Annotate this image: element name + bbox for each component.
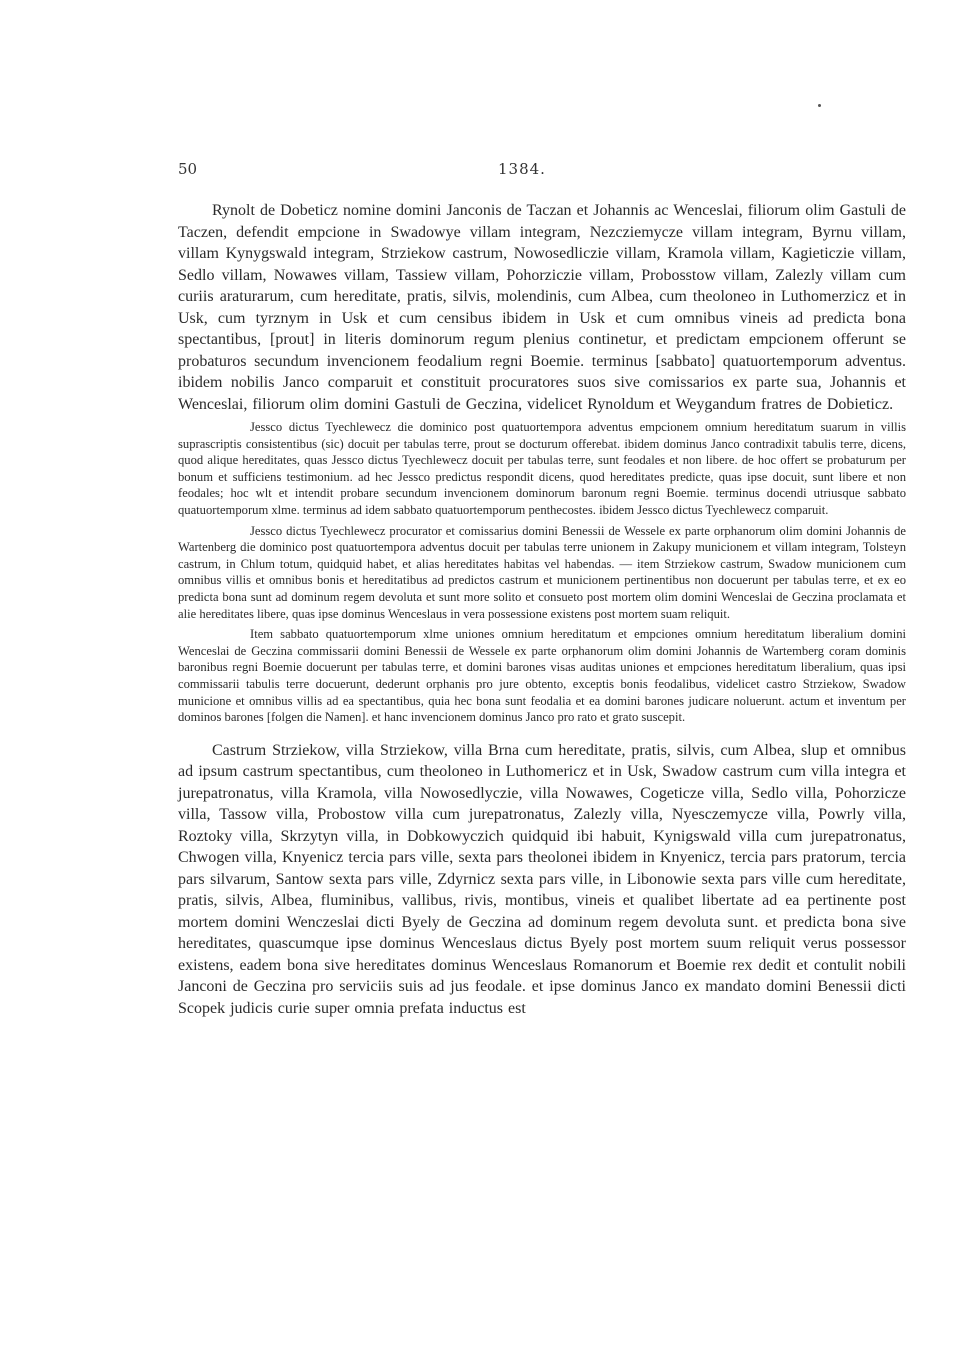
paragraph-jessco-procurator: Jessco dictus Tyechlewecz procurator et comissarius domini Benessii de Wessele ex parte orphanorum olim domini Johannis de Wartenberg die dominico post quatuortempora adventus docuit per tabulas terre unionem in Zakupy municionem et villam integram, Tolsteyn castrum, in Chlum totum, quidquid habet, et alias hereditates habitas vel habendas. — item Strziekow castrum, Swadow municionem cum omnibus villis et omnibus bonis et hereditatibus ad predictos castrum et municionem pertinentibus non docuerunt per tabulas terre, et ex eo predicta bona sunt ad dominum regem devoluta et sunt more solito et consueto post mortem olim domini Wenceslai de Geczina proclamata et alie hereditates libere, quas ipse dominus Wenceslaus in vera possessione existens post mortem suam reliquit.	[178, 523, 906, 621]
paragraph-jessco-empcio: Jessco dictus Tyechlewecz die dominico post quatuortempora adventus empcionem omnium hereditatum suarum in villis suprascriptis consistentibus (sic) docuit per tabulas terre, prout se docturum offerebat. ibidem dominus Janco contradixit tabulis terre, dicens, quod alique hereditates, quas Jessco dictus Tyechlewecz docuit per tabulas terre, sunt feodales et non libere. de hoc offert se probaturum per bonum et sufficiens testimonium. ad hec Jessco predictus respondit dicens, quod hereditates predicte, quas ipse docuit, sunt libere et non feodales; hoc wlt et intendit probare secundum invencionem dominorum baronum regni Boemie. terminus docendi utriusque sabbato quatuortemporum xlme. terminus ad idem sabbato quatuortemporum penthecostes. ibidem Jessco dictus Tyechlewecz comparuit.	[178, 420, 906, 517]
paragraph-item-sabbato: Item sabbato quatuortemporum xlme uniones omnium hereditatum et empciones omnium hereditatum liberalium domini Wenceslai de Geczina commissarii domini Benessii de Wessele ex parte orphanorum olim domini Johannis de Wartemberg coram dominis baronibus regni Boemie docuerunt per tabulas terre, et domini barones visas auditas uniones et empciones hereditatum liberalium, quas ipsi commissarii tabulis terre docuerunt, dederunt orphanis pro jure obtento, exceptis bonis feodalibus, videlicet castro Strziekow, Swadow municione et omnibus villis ad ea spectantibus, quia hec bona sunt feodalia et ea domini barones judicare noluerunt. actum et inventum per dominos barones [folgen die Namen]. et hanc invencionem dominus Janco pro rato et grato suscepit.	[178, 627, 906, 725]
ink-speck	[818, 104, 821, 107]
paragraph-rynolt-defense: Rynolt de Dobeticz nomine domini Janconis de Taczan et Johannis ac Wenceslai, filiorum olim Gastuli de Taczen, defendit empcione in Swadowye villam integram, Nezcziemycze villam integram, Byrnu villam, villam Kynygswald integram, Strziekow castrum, Nowosedliczie villam, Kramola villam, Kagieticzie villam, Sedlo villam, Nowawes villam, Tassiew villam, Pohorziczie villam, Probosstow villam, Zalezly villam cum curiis araturarum, cum hereditate, pratis, silvis, molendinis, cum Albea, cum theoloneo in Luthomerzicz et in Usk, cum tyrznym in Usk et cum censibus ibidem in Usk et cum omnibus vineis ad predicta bona spectantibus, [prout] in literis dominorum regum plenius continetur, et predictam empcionem offerunt se probaturos secundum invencionem feodalium regni Boemie. terminus [sabbato] quatuortemporum adventus. ibidem nobilis Janco comparuit et constituit procuratores suos sive comissarios ex parte sua, Johannis et Wenceslai, filiorum olim domini Gastuli de Geczina, videlicet Rynoldum et Weygandum fratres de Dobieticz.	[178, 202, 906, 413]
page-number: 50	[178, 160, 198, 178]
page-year-heading: 1384.	[498, 160, 546, 178]
page-header	[178, 160, 906, 184]
document-body	[178, 200, 906, 1019]
paragraph-castrum-strziekow: Castrum Strziekow, villa Strziekow, villa Brna cum hereditate, pratis, silvis, cum Albea, slup et omnibus ad ipsum castrum spectantibus, cum theoloneo in Luthomericz et in Usk, Swadow castrum cum villa integra et jurepatronatus, villa Kramola, villa Nowosedlyczie, villa Nowawes, Cogeticze villa, Sedlo villa, Pohorzicze villa, Tassow villa, Probostow villa cum jurepatronatus, Zalezly villa, Nyesczemycze villa, Powrly villa, Roztoky villa, Skrzytyn villa, in Dobkowyczich quidquid ibi habuit, Kynigswald villa cum jurepatronatus, Chwogen villa, Knyenicz tercia pars ville, sexta pars theolonei ibidem in Knyenicz, tercia pars pratorum, tercia pars silvarum, Santow sexta pars ville, Zdyrnicz sexta pars ville, in Libonowie sexta pars ville cum hereditate, pratis, silvis, Albea, fluminibus, vallibus, rivis, montibus, vineis et qualibet libertate ad ea pertinente post mortem domini Wenczeslai dicti Byely de Geczina ad dominum regem devoluta sunt. et predicta bona sive hereditates, quascumque ipse dominus Wenceslaus dictus Byely post mortem suum reliquit verus possessor existens, eadem bona sive hereditates dominus Wenceslaus Romanorum et Boemie rex dedit et contulit nobili Janconi de Geczina pro serviciis suis ad jus feodale. et ipse dominus Janco ex mandato domini Benessii dicti Scopek judicis curie super omnia prefata inductus est	[178, 741, 906, 1017]
